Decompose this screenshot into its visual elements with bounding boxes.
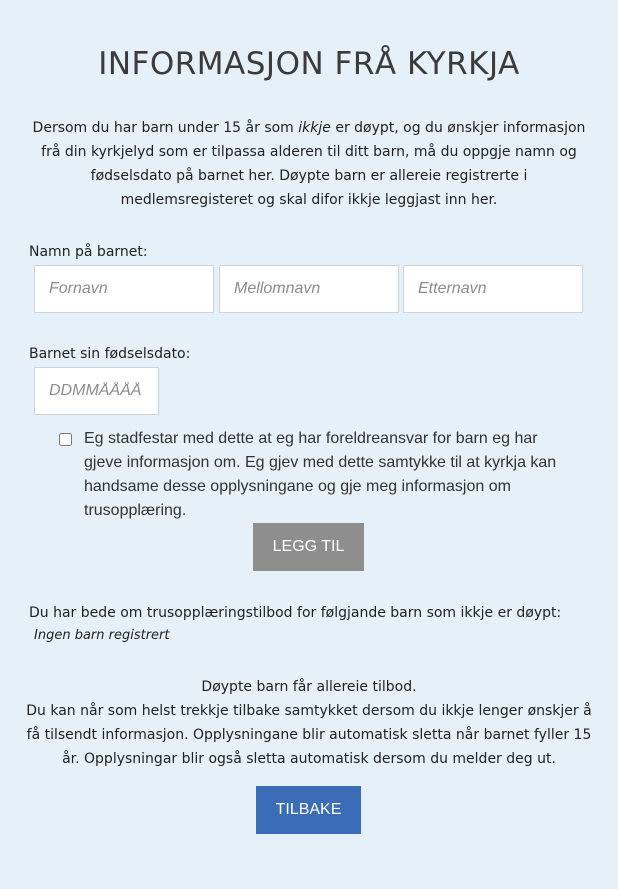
back-button[interactable]: TILBAKE bbox=[256, 786, 361, 834]
middle-name-input[interactable] bbox=[219, 265, 399, 313]
last-name-input[interactable] bbox=[403, 265, 583, 313]
birthdate-input[interactable] bbox=[34, 367, 159, 415]
registered-children-heading: Du har bede om trusopplæringstilbod for følgjande barn som ikkje er døypt: bbox=[29, 605, 562, 621]
no-children-registered-text: Ingen barn registrert bbox=[34, 628, 170, 643]
footer-line-baptized: Døypte barn får allereie tilbod. bbox=[201, 679, 417, 695]
consent-text: Eg stadfestar med dette at eg har foreldreansvar for barn eg har gjeve informasjon om. Eg gjev med dette samtykke til at kyrkja kan handsame desse opplysningane og gje meg informasjon om trusopplæring. bbox=[84, 430, 557, 519]
first-name-input[interactable] bbox=[34, 265, 214, 313]
child-name-label: Namn på barnet: bbox=[29, 244, 148, 260]
intro-text bbox=[26, 116, 592, 212]
birthdate-label: Barnet sin fødselsdato: bbox=[29, 346, 191, 362]
consent-checkbox[interactable] bbox=[59, 433, 72, 446]
intro-text-start: Dersom du har barn under 15 år som bbox=[32, 120, 299, 136]
page-title: INFORMASJON FRÅ KYRKJA bbox=[98, 46, 520, 82]
footer-info bbox=[26, 675, 592, 771]
add-child-button[interactable]: LEGG TIL bbox=[253, 523, 364, 571]
intro-text-end: er døypt, og du ønskjer informasjon frå din kyrkjelyd som er tilpassa alderen til ditt barn, må du oppgje namn og fødselsdato på barnet her. Døypte barn er allereie registrerte i medlemsregisteret og skal difor ikkje leggjast inn her. bbox=[41, 120, 586, 208]
footer-line-consent: Du kan når som helst trekkje tilbake samtykket dersom du ikkje lenger ønskjer å få tilsendt informasjon. Opplysningane blir automatisk sletta når barnet fyller 15 år. Opplysningar blir også sletta automatisk dersom du melder deg ut. bbox=[26, 703, 592, 767]
intro-text-emphasis: ikkje bbox=[298, 120, 331, 136]
